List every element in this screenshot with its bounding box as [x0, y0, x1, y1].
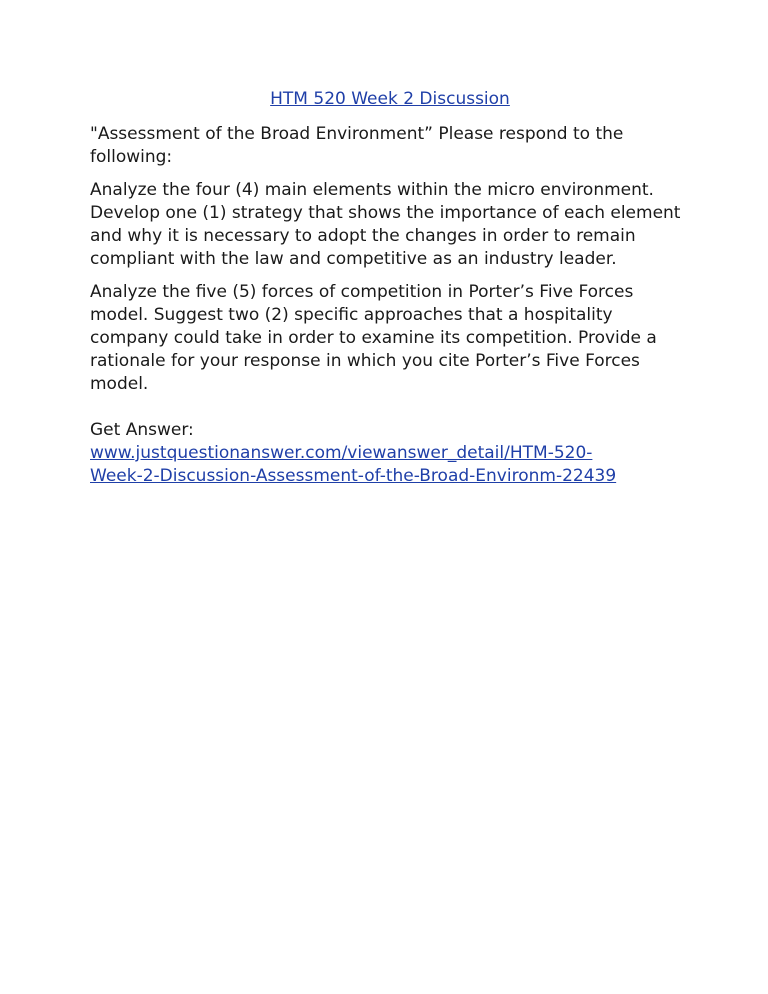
- paragraph-five-forces: Analyze the five (5) forces of competition in Porter’s Five Forces model. Suggest two (2) specific approaches that a hospitality company could take in order to examine its competition. Provide a rationale for your response in which you cite Porter’s Five Forces model.: [90, 282, 657, 394]
- document-title-link[interactable]: HTM 520 Week 2 Discussion: [270, 89, 510, 109]
- spacer: [90, 406, 690, 419]
- paragraph-micro-environment: Analyze the four (4) main elements within the micro environment. Develop one (1) strategy that shows the importance of each element and why it is necessary to adopt the changes in order to remain compliant with the law and competitive as an industry leader.: [90, 180, 681, 269]
- prompt-text: "Assessment of the Broad Environment” Please respond to the following:: [90, 124, 624, 167]
- answer-link-line-1[interactable]: www.justquestionanswer.com/viewanswer_detail/HTM-520-: [90, 443, 593, 463]
- document-body: [90, 88, 690, 488]
- answer-label: Get Answer:: [90, 420, 194, 440]
- answer-link-line-2[interactable]: Week-2-Discussion-Assessment-of-the-Broad-Environm-22439: [90, 466, 617, 486]
- answer-link[interactable]: [90, 442, 690, 488]
